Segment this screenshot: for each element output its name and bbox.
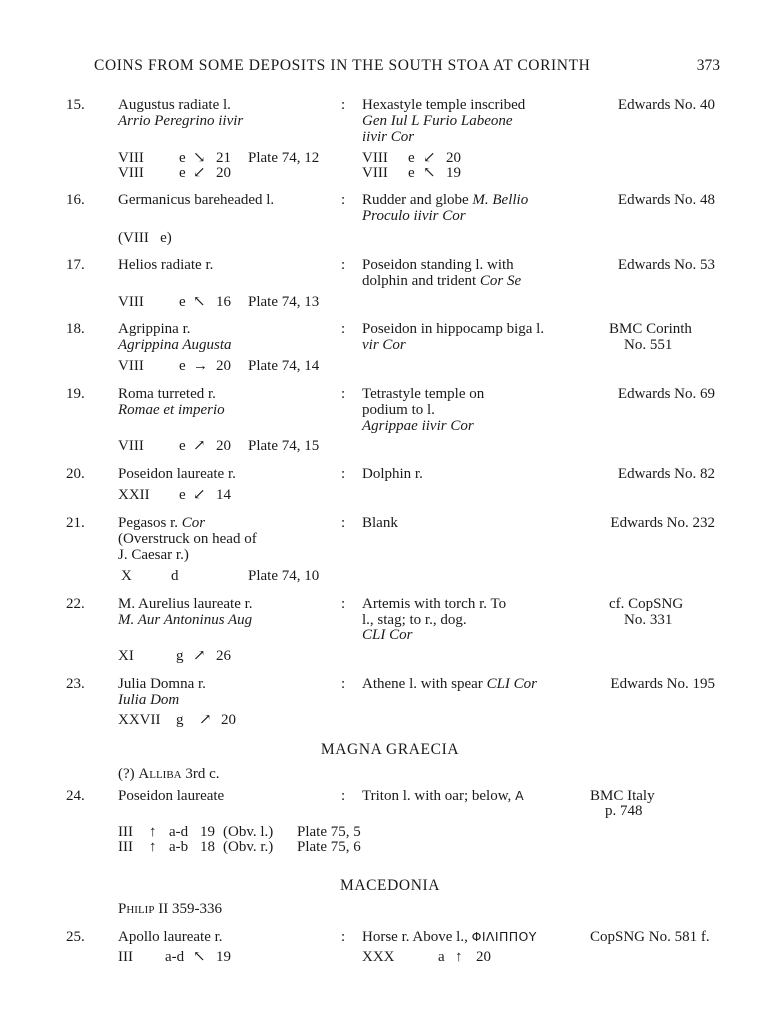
data-line: (VIII e) xyxy=(118,230,172,246)
separator-colon: : xyxy=(341,788,346,804)
reference: Edwards No. 48 xyxy=(617,192,715,208)
obverse-legend: Iulia Dom xyxy=(118,692,180,708)
reverse-legend: Agrippae iivir Cor xyxy=(362,418,474,434)
denomination: XXII xyxy=(118,487,150,503)
obverse-type: Pegasos r. xyxy=(118,515,178,531)
obverse-legend: Cor xyxy=(181,515,206,531)
separator-colon: : xyxy=(341,257,346,273)
reverse-type: Tetrastyle temple on xyxy=(362,386,485,402)
denomination: VIII xyxy=(362,165,388,181)
separator-colon: : xyxy=(341,466,346,482)
die-axis-arrow: ↗ xyxy=(199,712,212,728)
condition: e xyxy=(408,150,415,166)
entry-number: 18. xyxy=(66,321,85,337)
reference: Edwards No. 40 xyxy=(617,97,715,113)
denomination: X xyxy=(121,568,132,584)
die-axis-arrow: ↙ xyxy=(193,165,206,181)
denomination: VIII xyxy=(118,438,144,454)
condition: e xyxy=(179,165,186,181)
condition: e xyxy=(179,358,186,374)
die-axis-arrow: ↖ xyxy=(423,165,436,181)
die-axis-arrow: ↘ xyxy=(193,150,206,166)
denomination: III xyxy=(118,824,133,840)
entry-number: 19. xyxy=(66,386,85,402)
obverse-description xyxy=(118,515,205,531)
die-axis-arrow: ↙ xyxy=(423,150,436,166)
mint-line xyxy=(118,766,220,782)
condition: e xyxy=(179,294,186,310)
condition: a-d xyxy=(169,824,189,840)
condition: a xyxy=(438,949,445,965)
condition: g xyxy=(176,648,184,664)
entry-number: 21. xyxy=(66,515,85,531)
obverse-legend: Romae et imperio xyxy=(118,402,225,418)
reverse-description xyxy=(362,676,537,692)
reverse-type: Artemis with torch r. To xyxy=(362,596,507,612)
condition: d xyxy=(171,568,179,584)
size: 20 xyxy=(216,438,231,454)
entry-number: 15. xyxy=(66,97,85,113)
reference: cf. CopSNG xyxy=(609,596,684,612)
size: 14 xyxy=(216,487,231,503)
size: 21 xyxy=(216,150,231,166)
die-axis-arrow: ↑ xyxy=(455,949,463,965)
obverse-type: Agrippina r. xyxy=(118,321,191,337)
entry-number: 20. xyxy=(66,466,85,482)
condition: e xyxy=(179,438,186,454)
reverse-symbol: A xyxy=(515,788,525,803)
die-axis-arrow: ↖ xyxy=(193,949,206,965)
size: 20 xyxy=(216,358,231,374)
obverse-type: Apollo laureate r. xyxy=(118,929,223,945)
ruler-line xyxy=(118,901,222,917)
section-heading: MAGNA GRAECIA xyxy=(320,741,460,758)
reverse-type: Poseidon in hippocamp biga l. xyxy=(362,321,545,337)
reverse-legend: iivir Cor xyxy=(362,129,415,145)
reverse-type: Horse r. Above l., xyxy=(362,929,468,945)
size: 16 xyxy=(216,294,231,310)
size: 18 xyxy=(200,839,215,855)
reverse-description xyxy=(362,273,521,289)
uncertain-mark: (?) xyxy=(118,766,135,782)
obverse-legend: M. Aur Antoninus Aug xyxy=(118,612,253,628)
obverse-type: Poseidon laureate xyxy=(118,788,225,804)
size: 20 xyxy=(476,949,491,965)
page-number: 373 xyxy=(696,57,720,74)
denomination: VIII xyxy=(362,150,388,166)
running-header xyxy=(94,57,720,79)
reference: BMC Italy xyxy=(590,788,655,804)
reference: Edwards No. 232 xyxy=(610,515,715,531)
entry-number: 17. xyxy=(66,257,85,273)
reverse-type: Poseidon standing l. with xyxy=(362,257,514,273)
reverse-type: Dolphin r. xyxy=(362,466,423,482)
condition: e xyxy=(179,150,186,166)
denomination: XI xyxy=(118,648,134,664)
reference: Edwards No. 69 xyxy=(617,386,715,402)
die-axis-arrow: → xyxy=(193,358,208,374)
note: (Obv. r.) xyxy=(223,839,274,855)
separator-colon: : xyxy=(341,97,346,113)
denomination: VIII xyxy=(118,358,144,374)
denomination: VIII xyxy=(118,294,144,310)
condition: g xyxy=(176,712,184,728)
separator-colon: : xyxy=(341,515,346,531)
die-axis-arrow: ↗ xyxy=(193,648,206,664)
reverse-type: podium to l. xyxy=(362,402,435,418)
obverse-type: Germanicus bareheaded l. xyxy=(118,192,275,208)
size: 19 xyxy=(446,165,461,181)
reverse-type: Rudder and globe xyxy=(362,192,469,208)
reverse-description xyxy=(362,788,524,804)
reference: Edwards No. 82 xyxy=(617,466,715,482)
die-axis-arrow: ↖ xyxy=(193,294,206,310)
plate-ref: Plate 74, 14 xyxy=(248,358,320,374)
plate-ref: Plate 74, 10 xyxy=(248,568,320,584)
reverse-description xyxy=(362,192,528,208)
reference: BMC Corinth xyxy=(609,321,692,337)
entry-number: 25. xyxy=(66,929,85,945)
condition: e xyxy=(408,165,415,181)
denomination: XXVII xyxy=(118,712,161,728)
note: (Obv. l.) xyxy=(223,824,274,840)
denomination: VIII xyxy=(118,165,144,181)
denomination: III xyxy=(118,949,133,965)
reference: Edwards No. 195 xyxy=(610,676,715,692)
size: 19 xyxy=(216,949,231,965)
reverse-legend: Proculo iivir Cor xyxy=(362,208,466,224)
die-axis-arrow: ↙ xyxy=(193,487,206,503)
obverse-note: (Overstruck on head of xyxy=(118,531,257,547)
obverse-note: J. Caesar r.) xyxy=(118,547,189,563)
reverse-legend: M. Bellio xyxy=(472,192,529,208)
reverse-legend: ΦΙΛΙΠΠΟΥ xyxy=(471,929,537,944)
entry-number: 16. xyxy=(66,192,85,208)
ruler-dates: II 359-336 xyxy=(158,901,222,917)
entry-number: 22. xyxy=(66,596,85,612)
reference: CopSNG No. 581 f. xyxy=(590,929,710,945)
mint-date: 3rd c. xyxy=(185,766,220,782)
running-title: COINS FROM SOME DEPOSITS IN THE SOUTH STOA AT CORINTH xyxy=(94,57,591,74)
reference: Edwards No. 53 xyxy=(617,257,715,273)
obverse-type: Poseidon laureate r. xyxy=(118,466,236,482)
reference-number: No. 331 xyxy=(624,612,673,628)
mint-name: Alliba xyxy=(138,766,182,782)
size: 19 xyxy=(200,824,215,840)
plate-ref: Plate 74, 13 xyxy=(248,294,320,310)
obverse-type: M. Aurelius laureate r. xyxy=(118,596,253,612)
separator-colon: : xyxy=(341,321,346,337)
size: 26 xyxy=(216,648,231,664)
reverse-legend: Cor Se xyxy=(479,273,522,289)
separator-colon: : xyxy=(341,929,346,945)
separator-colon: : xyxy=(341,192,346,208)
reverse-legend: CLI Cor xyxy=(362,627,413,643)
condition: e xyxy=(179,487,186,503)
plate-ref: Plate 75, 6 xyxy=(297,839,361,855)
obverse-legend: Arrio Peregrino iivir xyxy=(118,113,244,129)
entry-number: 24. xyxy=(66,788,85,804)
ruler-name: Philip xyxy=(118,901,155,917)
reference-number: No. 551 xyxy=(624,337,673,353)
separator-colon: : xyxy=(341,386,346,402)
obverse-type: Roma turreted r. xyxy=(118,386,216,402)
obverse-type: Julia Domna r. xyxy=(118,676,206,692)
reverse-legend: CLI Cor xyxy=(486,676,537,692)
denomination: III xyxy=(118,839,133,855)
reverse-description xyxy=(362,929,537,945)
obverse-legend: Agrippina Augusta xyxy=(118,337,232,353)
separator-colon: : xyxy=(341,596,346,612)
reverse-type: Blank xyxy=(362,515,398,531)
obverse-type: Augustus radiate l. xyxy=(118,97,231,113)
reverse-type: Hexastyle temple inscribed xyxy=(362,97,526,113)
reverse-legend: vir Cor xyxy=(362,337,406,353)
reverse-legend: Gen Iul L Furio Labeone xyxy=(362,113,513,129)
reference-page: p. 748 xyxy=(605,803,643,819)
condition: a-b xyxy=(169,839,189,855)
die-axis-arrow: ↑ xyxy=(149,824,157,840)
section-heading: MACEDONIA xyxy=(339,877,441,894)
plate-ref: Plate 74, 12 xyxy=(248,150,320,166)
size: 20 xyxy=(216,165,231,181)
plate-ref: Plate 75, 5 xyxy=(297,824,361,840)
separator-colon: : xyxy=(341,676,346,692)
condition: a-d xyxy=(165,949,185,965)
size: 20 xyxy=(221,712,236,728)
plate-ref: Plate 74, 15 xyxy=(248,438,320,454)
obverse-type: Helios radiate r. xyxy=(118,257,214,273)
denomination: XXX xyxy=(362,949,395,965)
die-axis-arrow: ↗ xyxy=(193,438,206,454)
denomination: VIII xyxy=(118,150,144,166)
size: 20 xyxy=(446,150,461,166)
reverse-type: Athene l. with spear xyxy=(362,676,483,692)
reverse-type: dolphin and trident xyxy=(362,273,477,289)
reverse-type: Triton l. with oar; below, xyxy=(362,788,512,804)
die-axis-arrow: ↑ xyxy=(149,839,157,855)
entry-number: 23. xyxy=(66,676,85,692)
reverse-type: l., stag; to r., dog. xyxy=(362,612,467,628)
